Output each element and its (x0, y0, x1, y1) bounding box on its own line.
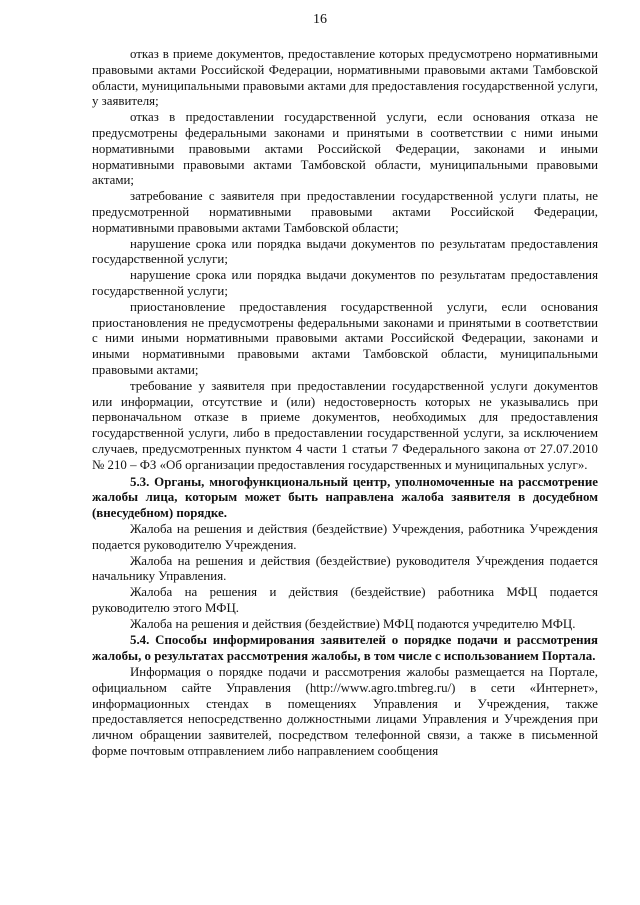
page-number: 16 (313, 12, 327, 27)
body-paragraph: требование у заявителя при предоставлении государственной услуги документов или информации, отсутствие и (или) недостоверность которых не указывались при первоначальном отказе в приеме документов, необходимых для предоставления государственной услуги, либо в предоставлении государственной услуги, за исключением случаев, предусмотренных пунктом 4 части 1 статьи 7 Федерального закона от 27.07.2010 № 210 – ФЗ «Об организации предоставления государственных и муниципальных услуг». (92, 378, 598, 472)
body-paragraph: Жалоба на решения и действия (бездействие) МФЦ подаются учредителю МФЦ. (130, 616, 576, 631)
section-5-4-heading: 5.4. Способы информирования заявителей о порядке подачи и рассмотрения жалобы, о результатах рассмотрения жалобы, в том числе с использованием Портала. (92, 633, 598, 664)
body-paragraph: Информация о порядке подачи и рассмотрения жалобы размещается на Портале, официальном сайте Управления (http://www.agro.tmbreg.ru/) в сети «Интернет», информационных стендах в помещениях Управления и Учреждения, также предоставляется непосредственно должностными лицами Управления и Учреждения при личном обращении заявителей, посредством телефонной связи, а также в письменной форме почтовым отправлением либо направлением сообщения (92, 665, 598, 759)
body-paragraph: отказ в приеме документов, предоставление которых предусмотрено нормативными правовыми актами Российской Федерации, нормативными правовыми актами Тамбовской области, муниципальными правовыми актами для предоставления государственной услуги, у заявителя; (92, 47, 598, 109)
body-paragraph: нарушение срока или порядка выдачи документов по результатам предоставления государственной услуги; (92, 268, 598, 298)
body-paragraph: затребование с заявителя при предоставлении государственной услуги платы, не предусмотренной нормативными правовыми актами Российской Федерации, нормативными правовыми актами Тамбовской области; (92, 189, 598, 235)
body-paragraph: Жалоба на решения и действия (бездействие) Учреждения, работника Учреждения подается руководителю Учреждения. (92, 521, 598, 552)
section-5-3-heading: 5.3. Органы, многофункциональный центр, уполномоченные на рассмотрение жалобы лица, которым может быть направлена жалоба заявителя в досудебном (внесудебном) порядке. (92, 474, 598, 521)
body-paragraph: Жалоба на решения и действия (бездействие) руководителя Учреждения подается начальнику Управления. (92, 553, 598, 584)
body-paragraph: отказ в предоставлении государственной услуги, если основания отказа не предусмотрены федеральными законами и принятыми в соответствии с ними иными нормативными правовыми актами Российской Федерации, законами и иными нормативными правовыми актами Тамбовской области, муниципальными правовыми актами; (92, 110, 598, 188)
body-paragraph: приостановление предоставления государственной услуги, если основания приостановления не предусмотрены федеральными законами и принятыми в соответствии с ними иными нормативными правовыми актами Российской Федерации, законами и иными нормативными правовыми актами Тамбовской области, муниципальными правовыми актами; (92, 299, 598, 377)
document-body (92, 47, 598, 760)
body-paragraph: нарушение срока или порядка выдачи документов по результатам предоставления государственной услуги; (92, 236, 598, 267)
body-paragraph: Жалоба на решения и действия (бездействие) работника МФЦ подается руководителю этого МФЦ. (92, 585, 598, 615)
